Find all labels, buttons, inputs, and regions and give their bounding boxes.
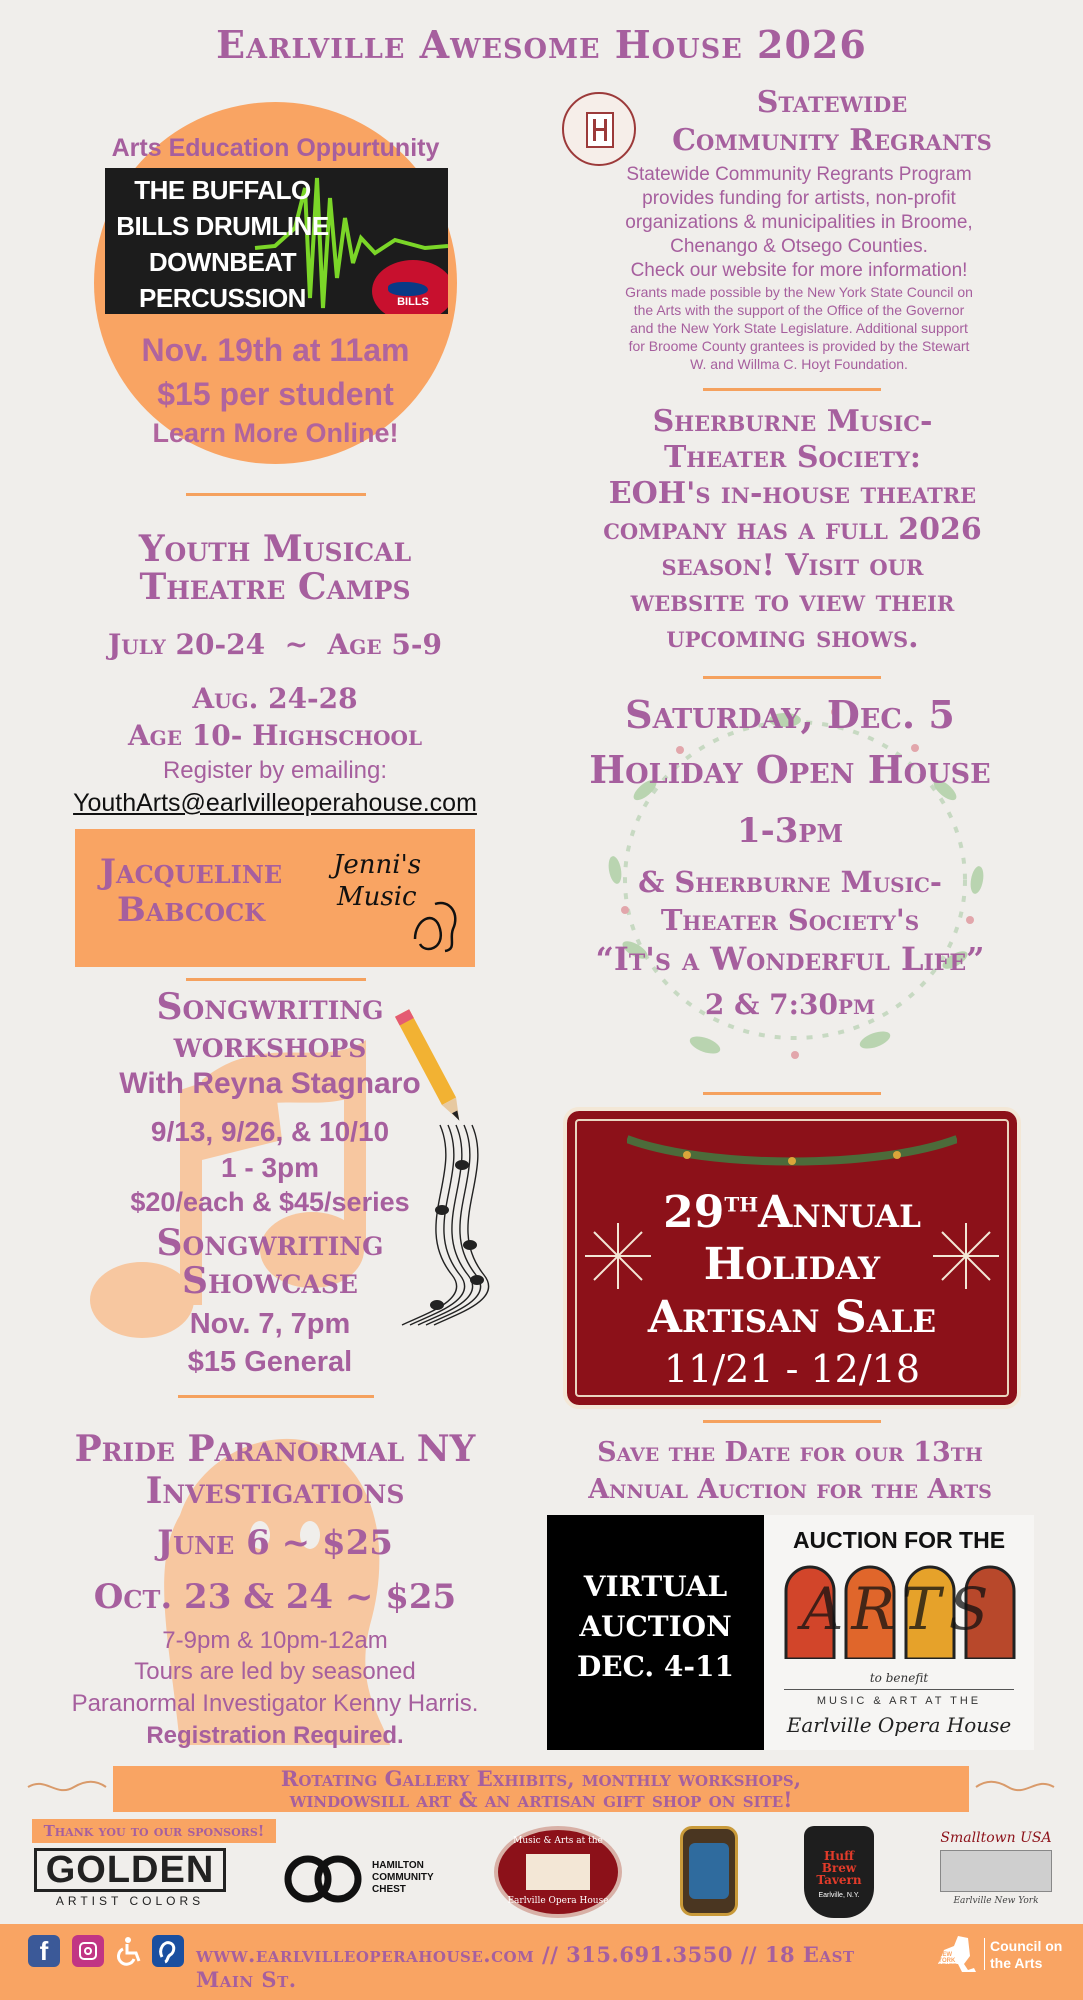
auction-logo-arts: ARTS <box>801 1575 997 1643</box>
jacqueline-name-line-2: Babcock <box>116 890 266 930</box>
paranormal-times: 7-9pm & 10pm-12am <box>162 1627 388 1654</box>
page-title: Earlville Awesome House 2026 <box>216 22 867 67</box>
songwriting-dates: 9/13, 9/26, & 10/10 <box>150 1116 390 1147</box>
fine-print-line: and the New York State Legislature. Additional support <box>630 320 968 336</box>
regrants-body-line[interactable]: Check our website for more information! <box>630 260 968 281</box>
hcc-text <box>372 1860 434 1896</box>
auction-rule <box>784 1689 1014 1690</box>
gallery-text <box>113 1768 969 1810</box>
auction-to-benefit: to benefit <box>869 1671 929 1685</box>
sponsors-label: Thank you to our sponsors! <box>32 1819 276 1843</box>
auction-for-the-arts-logo[interactable] <box>764 1515 1034 1750</box>
photo-line-2: BILLS DRUMLINE <box>116 211 329 241</box>
sherburne-line: season! Visit our <box>661 548 924 583</box>
huff-brew-tavern-logo[interactable] <box>804 1826 874 1918</box>
youth-camps-heading-line-1: Youth Musical <box>138 528 412 570</box>
golden-sub: ARTIST COLORS <box>55 1894 205 1908</box>
save-date-line-1: Save the Date for our 13th <box>597 1437 983 1468</box>
holiday-date: Saturday, Dec. 5 <box>625 692 955 737</box>
artisan-line-1 <box>567 1187 1017 1238</box>
hamilton-community-chest-logo[interactable] <box>280 1852 450 1908</box>
sherburne-line: website to view their <box>630 584 955 619</box>
arts-ed-cta[interactable]: Learn More Online! <box>152 418 399 448</box>
youth-camps-heading <box>60 530 490 606</box>
ornament-right-icon <box>974 1776 1056 1798</box>
golden-wordmark: GOLDEN <box>34 1848 226 1892</box>
paranormal-heading <box>30 1428 520 1512</box>
tavern-sign-panel <box>689 1843 729 1899</box>
gallery-banner <box>113 1766 969 1812</box>
holiday-title: Holiday Open House <box>589 747 991 792</box>
auction-music-art: MUSIC & ART AT THE <box>816 1695 982 1707</box>
music-notes-icon <box>405 889 465 959</box>
assistive-listening-icon <box>152 1935 184 1967</box>
photo-line-1: THE BUFFALO <box>134 175 311 205</box>
showcase-date: Nov. 7, 7pm <box>189 1308 351 1340</box>
fine-print-line: the Arts with the support of the Office of the Governor <box>633 302 965 318</box>
facebook-icon[interactable]: f <box>28 1935 60 1967</box>
jennis-logo-line-1: Jenni's <box>333 850 422 880</box>
virtual-auction-block[interactable] <box>547 1515 764 1750</box>
divider <box>703 1420 881 1423</box>
bills-logo-icon <box>372 260 448 314</box>
ny-line: NEW <box>938 1952 952 1958</box>
sherburne-line: Sherburne Music- <box>652 404 933 439</box>
songwriting-price: $20/each & $45/series <box>130 1187 410 1217</box>
paranormal-heading-line-1: Pride Paranormal NY <box>74 1428 476 1470</box>
jacqueline-name <box>81 853 301 929</box>
regrants-heading <box>636 84 1028 160</box>
sherburne-line: EOH's in-house theatre <box>608 476 977 511</box>
opera-house-building-icon <box>526 1854 590 1890</box>
regrants-body-line: provides funding for artists, non-profit <box>642 188 956 209</box>
save-date-line-2: Annual Auction for the Arts <box>588 1474 992 1505</box>
divider <box>186 493 366 496</box>
paranormal-led-1: Tours are led by seasoned <box>134 1658 416 1685</box>
nysca-line-1: Council on <box>990 1938 1063 1954</box>
paranormal-date-1: June 6 ~ $25 <box>157 1523 393 1563</box>
eoh-seal-logo[interactable] <box>494 1826 622 1918</box>
artisan-sale-sign[interactable] <box>563 1107 1021 1409</box>
holiday-show: “It's a Wonderful Life” <box>595 940 985 978</box>
divider <box>703 1092 881 1095</box>
smalltown-building-icon <box>940 1850 1052 1892</box>
regrants-heading-line-1: Statewide <box>756 85 908 120</box>
holiday-sub-line-1: & Sherburne Music- <box>638 865 942 899</box>
holiday-sub-line-2: Theater Society's <box>660 903 920 937</box>
huff-line: Huff <box>824 1849 854 1863</box>
songwriting-heading-line-1: Songwriting <box>156 986 384 1028</box>
artisan-line-2: Holiday <box>703 1239 881 1290</box>
auction-save-date <box>540 1434 1040 1508</box>
hcc-rings-icon <box>280 1854 370 1904</box>
regrants-body-line: Statewide Community Regrants Program <box>626 164 972 185</box>
regrants-body-line: Chenango & Otsego Counties. <box>670 236 928 257</box>
regrants-heading-line-2: Community Regrants <box>672 123 992 158</box>
sherburne-line: upcoming shows. <box>666 620 919 655</box>
fine-print-line: Grants made possible by the New York State Council on <box>625 284 973 300</box>
youth-camps-session-2-age: Age 10- Highschool <box>127 719 423 752</box>
fine-print-line: W. and Willma C. Hoyt Foundation. <box>690 356 908 372</box>
paranormal-heading-line-2: Investigations <box>145 1470 405 1512</box>
showcase-heading-line-1: Songwriting <box>156 1222 384 1264</box>
divider <box>703 388 881 391</box>
instagram-icon[interactable] <box>72 1935 104 1967</box>
garland-icon <box>627 1129 957 1169</box>
showcase-price: $15 General <box>187 1346 353 1378</box>
smalltown-title: Smalltown USA <box>940 1830 1052 1846</box>
divider <box>186 978 366 981</box>
youth-camps-register: Register by emailing: <box>162 757 388 784</box>
youth-camps-email-link[interactable]: YouthArts@earlvilleoperahouse.com <box>73 789 477 817</box>
holiday-time: 1-3pm <box>736 811 844 851</box>
buffalo-shape <box>388 282 428 296</box>
bills-badge-text: BILLS <box>397 296 429 308</box>
youth-camps-heading-line-2: Theatre Camps <box>139 566 411 608</box>
artisan-line-3: Artisan Sale <box>647 1292 937 1343</box>
regrants-body <box>598 163 1000 283</box>
photo-line-3: DOWNBEAT <box>148 247 297 277</box>
artisan-sup: TH <box>724 1192 759 1217</box>
paranormal-led-2: Paranormal Investigator Kenny Harris. <box>71 1690 479 1717</box>
divider <box>703 676 881 679</box>
eoh-seal-top: Music & Arts at the <box>513 1836 603 1846</box>
golden-artist-colors-logo[interactable] <box>34 1848 234 1912</box>
huff-line: Brew <box>821 1861 857 1875</box>
arts-ed-date: Nov. 19th at 11am <box>141 332 410 368</box>
sherburne-line: company has a full 2026 <box>603 512 982 547</box>
virtual-line-3: DEC. 4-11 <box>577 1650 734 1683</box>
photo-line-4: PERCUSSION <box>139 283 306 313</box>
hcc-line: HAMILTON <box>372 1860 424 1871</box>
hcc-line: CHEST <box>372 1884 406 1895</box>
smalltown-usa-logo[interactable] <box>932 1830 1060 1914</box>
drumline-photo[interactable] <box>105 168 448 314</box>
tavern-sign-logo[interactable] <box>680 1826 738 1916</box>
footer-contact-text[interactable]: www.earlvilleoperahouse.com // 315.691.3550 // 18 East Main St. <box>196 1942 855 1992</box>
arts-ed-label: Arts Education Oppurtunity <box>111 134 440 162</box>
hoyt-foundation-seal-icon <box>562 92 636 166</box>
regrants-body-line: organizations & municipalities in Broome, <box>625 212 973 233</box>
artisan-annual: Annual <box>758 1187 921 1238</box>
ny-line: YORK <box>938 1958 956 1964</box>
regrants-fine-print <box>598 283 1000 373</box>
paranormal-registration: Registration Required. <box>146 1722 404 1749</box>
ornament-left-icon <box>26 1776 108 1798</box>
jacqueline-sponsor-box <box>75 829 475 967</box>
jacqueline-name-line-1: Jacqueline <box>99 852 283 892</box>
artisan-num: 29 <box>663 1187 725 1238</box>
ny-line: STATE <box>938 1964 957 1970</box>
drumline-photo-text <box>105 172 340 314</box>
holiday-sub <box>555 863 1025 939</box>
gallery-line-1: Rotating Gallery Exhibits, monthly workshops, <box>280 1766 802 1791</box>
youth-camps-session-2-date: Aug. 24-28 <box>192 682 358 715</box>
virtual-line-1: VIRTUAL <box>583 1570 728 1603</box>
wheelchair-accessible-icon <box>114 1935 146 1967</box>
pencil-and-staff-icon <box>392 1005 512 1335</box>
auction-logo-top: AUCTION FOR THE <box>792 1527 1006 1553</box>
songwriting-time: 1 - 3pm <box>220 1152 320 1183</box>
artisan-dates: 11/21 - 12/18 <box>663 1347 921 1391</box>
auction-eoh: Earlville Opera House <box>786 1713 1012 1737</box>
seal-h-box <box>586 112 614 148</box>
huff-text <box>804 1850 874 1886</box>
nysca-council-logo[interactable] <box>990 1938 1062 1972</box>
paranormal-date-2: Oct. 23 & 24 ~ $25 <box>93 1577 457 1617</box>
youth-camps-session-1: July 20-24 ~ Age 5-9 <box>108 628 442 661</box>
arts-ed-price: $15 per student <box>157 376 394 412</box>
ny-state-label <box>938 1952 957 1970</box>
divider <box>178 1395 374 1398</box>
smalltown-sub: Earlville New York <box>953 1896 1039 1906</box>
jennis-logo-line-2: Music <box>337 882 417 912</box>
songwriting-heading-line-2: workshops <box>173 1024 367 1066</box>
holiday-show-time: 2 & 7:30pm <box>704 988 876 1021</box>
huff-location: Earlville, N.Y. <box>818 1892 860 1899</box>
showcase-heading-line-2: Showcase <box>182 1260 358 1302</box>
nysca-line-2: the Arts <box>990 1955 1043 1971</box>
virtual-auction-text <box>547 1567 764 1687</box>
footer-separator <box>984 1938 985 1970</box>
fine-print-line: for Broome County grantees is provided by the Stewart <box>628 338 970 354</box>
eoh-seal-bottom: Earlville Opera House <box>507 1896 609 1906</box>
sherburne-line: Theater Society: <box>663 440 922 475</box>
huff-line: Tavern <box>816 1873 862 1887</box>
sherburne-text <box>570 404 1015 656</box>
virtual-line-2: AUCTION <box>579 1610 732 1643</box>
songwriting-with: With Reyna Stagnaro <box>119 1067 421 1100</box>
hcc-line: COMMUNITY <box>372 1872 434 1883</box>
gallery-line-2: windowsill art & an artisan gift shop on site! <box>289 1787 793 1812</box>
